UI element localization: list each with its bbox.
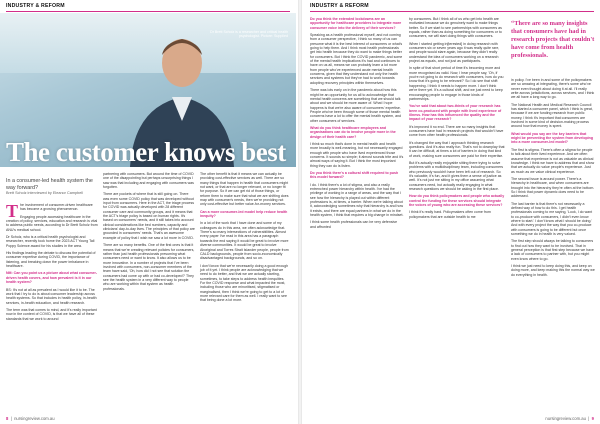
paragraph: I think so much that's done in mental health and health more broadly is well-meaning, but not necessarily engaged enough with people who have lived experienced those concerns. It sounds so simple; it almost sounds trite and it's almost ways of saying it. But I think the most important thing they can do is listen. xyxy=(310,141,404,168)
section-tag: INDUSTRY & REFORM xyxy=(310,3,369,9)
page-footer: 8 | nursingreview.com.au xyxy=(6,416,55,421)
paragraph: I don't know that we're necessarily doing a good enough job of it yet. I think people are acknowledging that we need to do better, and that we are actually starting, sometimes, to take steps to address health inequities. For the COVID response and what impacted the most, including those who are minoritised, stigmatised or marginalised, then I think we're going to get to a lot of more relevant care for them as well. I really want to see that being done a lot more. xyxy=(200,263,289,303)
website: nursingreview.com.au xyxy=(545,416,586,421)
paragraph: I think it's really hard. Policymakers often come from policymakers that are outside health to me xyxy=(409,210,491,219)
left-page xyxy=(0,0,296,424)
paragraph: There are pockets of where that is still going on. There was even some COVID policy that was developed without input from consumers. Here in the ACT, the triage process for COVID was actually developed with 28 different consumer care and community groups, and it means that the ACT's triage policy is based on human rights. It's based on consumers' needs, and it still takes into account clinical considerations like bed numbers, capacity and clinicians' day-to-day lives. The principles of that policy are grounded in consumers' needs. That's an awesome example of policy that I wish we saw a lot more in COVID. xyxy=(103,192,195,240)
paragraph: It's improved it no end. There are so many insights that consumers have had in research projects that wouldn't have come from other health professionals. xyxy=(409,124,504,138)
right-column-2 xyxy=(409,17,505,222)
paragraph: But it's actually really enjoyable sitting there trying to solve problems with a multidisciplinary team, including consumers who previously wouldn't have been left out of research. So it's valuable, it's fun, and it gives them a sense of justice as well. It's not just me sitting in my office assuming what consumers need, but actually really engaging in what research questions we should be asking in the first place. xyxy=(409,160,504,192)
paragraph: In spite of that short period of time it's becoming more and more recognised as valid. Now, I hear people say, 'Oh, if you're not going to do research with consumers, how do you know that it's going to be relevant?' So I do see that shift happening. I think it needs to happen more. I don't think we're there yet. It's a cultural shift, and we just need to keep encouraging people to engage in those kinds of partnerships. xyxy=(409,66,504,101)
right-column-3 xyxy=(511,78,595,280)
paragraph: The term was that comes to mind, and it's really important now in the context of COVID, is that we have all of these standards that we work to around xyxy=(6,307,97,321)
paragraph: by consumers. But I think all of us who get into health are motivated because we do genuinely want to make things better. So if we start to see partnerships with consumers as equals, rather than as doing something for consumers or to consumers, we will start doing things with consumers. xyxy=(409,17,502,39)
left-column-3 xyxy=(200,172,290,306)
hero-photo xyxy=(0,13,296,167)
right-column-1 xyxy=(310,17,404,232)
interview-question: Can a more consumer-led model help reduce health inequity? xyxy=(200,209,288,219)
interview-question: NM: Can you point us a picture about what consumer-driven health covers, and how prevalent is it in our health system? xyxy=(6,271,98,285)
intro-paragraph: The involvement of consumer-driven healthcare has become a growing phenomenon. xyxy=(6,201,93,221)
paragraph: The second issue is around power. There's a hierarchy in healthcare, and when consumers are brought into the hierarchy they're often at the bottom. So I think that power dynamic does need to be addressed. xyxy=(511,176,595,199)
paragraph: In a lot of the work that I have done and some of my colleagues do in this area, we often acknowledge that. There's so many intersections of vulnerabilities. Almost every paper I've read in this area has a paragraph towards the end saying it would be great to involve more diverse communities. It would be great to involve Aboriginal and Torres Strait Islander people, people from CALD backgrounds, people from socio-economically disadvantaged backgrounds, and so on. xyxy=(200,221,289,261)
paragraph: The first is stigma. There's often a stigma for people to talk about their lived experience. And we often assume that experience is not as valuable as clinical knowledge. I think we have to address that and show that we actually do value people's experience. Just as much as we value clinical experience. xyxy=(511,147,595,174)
header-rule xyxy=(6,11,290,12)
paragraph: Dr Scholz, who is a critical health psychologist and researcher, recently took home the 2023 ACT Young Tall Poppy Science award for his studies in the area. xyxy=(6,235,95,248)
paragraph: I think some health professionals can be very defensive and affronted xyxy=(310,220,398,229)
standfirst: In a consumer-led health system the way forward? xyxy=(6,178,93,191)
left-column-1 xyxy=(6,203,98,324)
left-column-2 xyxy=(103,172,195,294)
paragraph: There are so many benefits. One of the first ones is that it means that we're creating relevant policies for consumers, rather than just health professionals presuming what consumers need or want to know. It also allows us to be more innovative. In a number of projects that I've been involved with consumers, non-consumer members of the team have said, 'Oh, how did I not see that solution the consumers had come up with or had co-developed?' They see the health system in a very different way to people who are working within that system as health professionals. xyxy=(103,243,195,291)
headline: The customer knows best xyxy=(6,137,286,167)
paragraph: Speaking as a health professional myself, and not coming from a consumer perspective, I think so many of us can presume what it is the best interest of consumers or what's going to help them. And I think most health professionals get into health because they do want to make things better for consumers. But I think the COVID pandemic, and some of the mental health implications it's had and continues to have on us all, means we can probably learn a lot more from people who've experienced acute mental health concerns, given that they understand not only the health services and systems but they've had to work towards adopting recovery principles within themselves. xyxy=(310,33,403,85)
paragraph: I do. I think there's a lot of stigma, and also a really entrenched power hierarchy within health. I've had the privilege of working in a range of areas, and the way that I see how the hierarchy is played out within different professions is, at times, a barrier. When we're talking about it, acknowledging sometimes why that hierarchy is and how it exists, and there are equal partners in what we do in the health system, I think that requires a big change in mindset. xyxy=(310,182,404,218)
paragraph: It's changed the way that I approach thinking research questions. And it's also really fun. That's not to downplay that it can be difficult, at times a lot of barriers in doing that kind of work, making sure consumers are paid for their expertise. xyxy=(409,140,505,158)
photo-caption: Dr Brett Scholz is a researcher and critical health psychologist. Picture: Supplied xyxy=(210,30,288,39)
pull-quote: “There are so many insights that consumers have had in research projects that couldn't have come from health professionals. xyxy=(511,20,595,59)
interview-question: How do you think policymakers and people who actually control the funding for these services should integrate the voices of young who are accessing these services? xyxy=(409,194,505,208)
paragraph: His findings leading the debate to discuss the potential of consumer expertise during COVID, the importance of listening, and breaking down the power imbalance in healthcare. xyxy=(6,251,96,269)
paragraph: in policy. I've been in and some of the policymakers are so amazing at integrating, there's some who've never even thought about doing it at all. I'll really write across jurisdictions, across services, and I think we all have a long way to go. xyxy=(511,78,595,100)
right-page xyxy=(304,0,600,424)
interview-question: You've said that about two-thirds of your research has been co-produced with people with lived experience of illness. How has this influenced the quality and the impact of your research? xyxy=(409,104,502,122)
interview-question: What do you think healthcare employees and organisations can do to involve people more in the design of their health care? xyxy=(310,125,396,139)
paragraph: I think we just need to keep doing this, and keep on doing more, and keep making this the normal way we do everything in health. xyxy=(511,264,595,277)
page-footer: nursingreview.com.au | 9 xyxy=(545,416,594,421)
page-number: 8 xyxy=(6,416,9,421)
paragraph: Engaging people accessing healthcare in the creation of policy, services, education and research is vital to address public needs, according to Dr Brett Scholz from ANU's medical school. xyxy=(6,214,98,232)
paragraph: The first step should always be talking to consumers to find out how they want to be involved. That in general perception is that first step because we have a lack of consumers to partner with, but you might even know where to go. xyxy=(511,239,594,261)
interview-question: Do you think the extended lockdowns are an opportunity for healthcare providers to integrate more consumer voice into the delivery of their services? xyxy=(310,17,402,30)
website: nursingreview.com.au xyxy=(14,416,55,421)
paragraph: The National Health and Medical Research Council has started a consumer panel, which I think is great, because if we are funding research from public money, I think it's important that consumers are involved in some kind of decision-making process around how that money is spent. xyxy=(511,102,593,129)
interview-question: Do you think there's a cultural shift required to push this model forward? xyxy=(310,171,399,180)
paragraph: BS: It's not at all as prevalent as I would like it to be. The work that I try to do is about consumer leadership across health systems. So that includes in health policy, in-health services, in-health education, and health research. xyxy=(6,287,97,305)
section-tag: INDUSTRY & REFORM xyxy=(6,3,65,9)
interview-question: What would you say are the key barriers that might be preventing the system from developing into a more consumer-led model? xyxy=(511,131,593,145)
paragraph: When I started getting in[terested] in doing research with consumers six or seven years ago it was really quite rare, and people would stare again, because they didn't really understand the idea of consumers working on a research project as equals, and not just as participants. xyxy=(409,41,500,64)
paragraph: There was lots early on in the pandemic about how this might be an opportunity for us all to acknowledge that mental health concerns are something that we should talk about and we should be more aware of. What I hope happens is that we're also aware of consumers' expertise. People who've been through some of those mental health concerns have a lot to offer the mental health system, and other consumers of services. xyxy=(310,88,402,123)
page-gutter xyxy=(298,0,302,424)
paragraph: The last barrier is that there's not necessarily a defined way of how to do this. I get health professionals coming to me saying, 'Look, I do want to co-produce with consumers, I didn't even know where to start.' I don't know what I should be doing.' And with every project the way that you co-produce with consumers is going to be different but once something we do in health is very valued. xyxy=(511,201,593,236)
paragraph: partnering with consumers. But around the time of COVID one of the disappointing but perhaps unsurprising things I saw was that including and engaging with consumers was forgotten. xyxy=(103,172,194,190)
header-rule xyxy=(310,11,594,12)
byline: Brett Scholz interviewed by Eleanor Campbell xyxy=(6,191,84,195)
paragraph: The other benefit is that it means we can actually be providing cost-effective services as well. There are so many things that happen in health that consumers might not want, or that are no longer relevant, or no longer fit for purpose. So if we can get rid of those things, or reform them to make sure that what we are shifting does map with consumer's needs, then we're providing not only cost-effective but better value-for-money services. xyxy=(200,172,289,207)
page-number: 9 xyxy=(591,416,594,421)
